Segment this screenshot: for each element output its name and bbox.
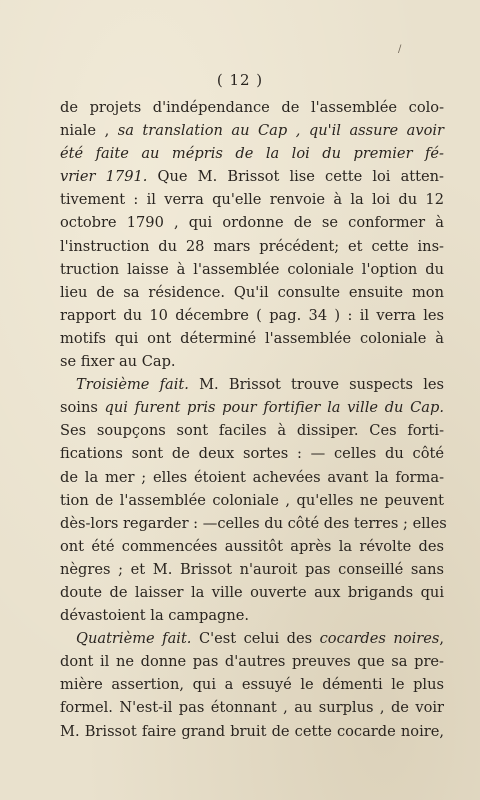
text-line bbox=[60, 96, 444, 119]
text-line bbox=[60, 142, 444, 165]
text-span: niale , bbox=[60, 122, 118, 140]
text-span: Ses soupçons sont faciles à dissiper. Ces forti- bbox=[60, 422, 444, 440]
text-line bbox=[60, 650, 444, 673]
text-block bbox=[60, 96, 447, 743]
text-span: tion de l'assemblée coloniale , qu'elles ne peuvent bbox=[60, 491, 444, 509]
text-span: de projets d'indépendance de l'assemblée colo- bbox=[60, 99, 444, 116]
italic-span: été faite au mépris de la loi du premier fé- bbox=[60, 145, 444, 163]
text-span: Que M. Brissot lise cette loi atten- bbox=[147, 168, 444, 186]
text-span: motifs qui ont déterminé l'assemblée coloniale à bbox=[60, 329, 444, 347]
text-line bbox=[60, 696, 444, 719]
text-line bbox=[60, 535, 444, 558]
text-span: de la mer ; elles étoient achevées avant la forma- bbox=[60, 468, 444, 486]
text-line bbox=[60, 627, 444, 650]
text-line bbox=[60, 304, 444, 327]
text-span: dont il ne donne pas d'autres preuves que sa pre- bbox=[60, 653, 444, 671]
text-span: fications sont de deux sortes : — celles du côté bbox=[60, 445, 444, 463]
italic-span: vrier 1791. bbox=[60, 168, 148, 186]
text-line bbox=[60, 350, 444, 373]
text-span: tivement : il verra qu'elle renvoie à la loi du 12 bbox=[60, 191, 444, 209]
text-span: ont été commencées aussitôt après la révolte des bbox=[60, 537, 444, 555]
text-span: lieu de sa résidence. Qu'il consulte ensuite mon bbox=[60, 283, 444, 301]
text-line bbox=[60, 165, 444, 188]
text-span: dévastoient la campagne. bbox=[60, 607, 250, 625]
text-span: l'instruction du 28 mars précédent; et cette ins- bbox=[60, 237, 444, 255]
text-line bbox=[60, 558, 444, 581]
text-span: nègres ; et M. Brissot n'auroit pas conseillé sans bbox=[60, 560, 444, 578]
text-span: rapport du 10 décembre ( pag. 34 ) : il verra les bbox=[60, 306, 444, 324]
text-line bbox=[60, 211, 444, 234]
text-span: M. Brissot trouve suspects les bbox=[188, 376, 444, 394]
text-line bbox=[60, 119, 444, 142]
page-number: ( 12 ) bbox=[216, 71, 264, 89]
text-span: se fixer au Cap. bbox=[60, 353, 176, 371]
italic-span: Troisième fait. bbox=[76, 376, 189, 394]
text-span: mière assertion, qui a essuyé le démenti le plus bbox=[60, 676, 444, 694]
text-line bbox=[60, 673, 444, 696]
text-span: , bbox=[439, 630, 444, 648]
text-line bbox=[60, 235, 444, 258]
text-span: M. Brissot faire grand bruit de cette cocarde noire, bbox=[60, 722, 444, 740]
italic-span: cocardes noires bbox=[319, 630, 440, 648]
text-line bbox=[60, 489, 444, 512]
page-corner-mark: / bbox=[398, 44, 402, 55]
text-span: truction laisse à l'assemblée coloniale l'option du bbox=[60, 260, 444, 278]
text-line bbox=[60, 396, 444, 419]
text-line bbox=[60, 419, 444, 442]
text-span: dès-lors regarder : —celles du côté des terres ; elles bbox=[60, 514, 447, 532]
text-line bbox=[60, 327, 444, 350]
text-line bbox=[60, 188, 444, 211]
text-line bbox=[60, 581, 444, 604]
text-span: octobre 1790 , qui ordonne de se conformer à bbox=[60, 214, 444, 232]
italic-span: Quatrième fait. bbox=[76, 630, 192, 648]
italic-span: sa translation au Cap , qu'il assure avoir bbox=[117, 122, 445, 140]
text-span: soins bbox=[60, 399, 105, 417]
italic-span: qui furent pris pour fortifier la ville du Cap. bbox=[104, 399, 444, 417]
text-span: doute de laisser la ville ouverte aux brigands qui bbox=[60, 583, 444, 601]
text-line bbox=[60, 442, 444, 465]
text-line bbox=[60, 373, 444, 396]
text-line bbox=[60, 512, 447, 535]
text-span: C'est celui des bbox=[191, 630, 320, 648]
text-line bbox=[60, 281, 444, 304]
text-line bbox=[60, 720, 444, 743]
text-line bbox=[60, 604, 444, 627]
text-line bbox=[60, 258, 444, 281]
text-line bbox=[60, 466, 444, 489]
text-span: formel. N'est-il pas étonnant , au surplus , de voir bbox=[60, 699, 444, 717]
